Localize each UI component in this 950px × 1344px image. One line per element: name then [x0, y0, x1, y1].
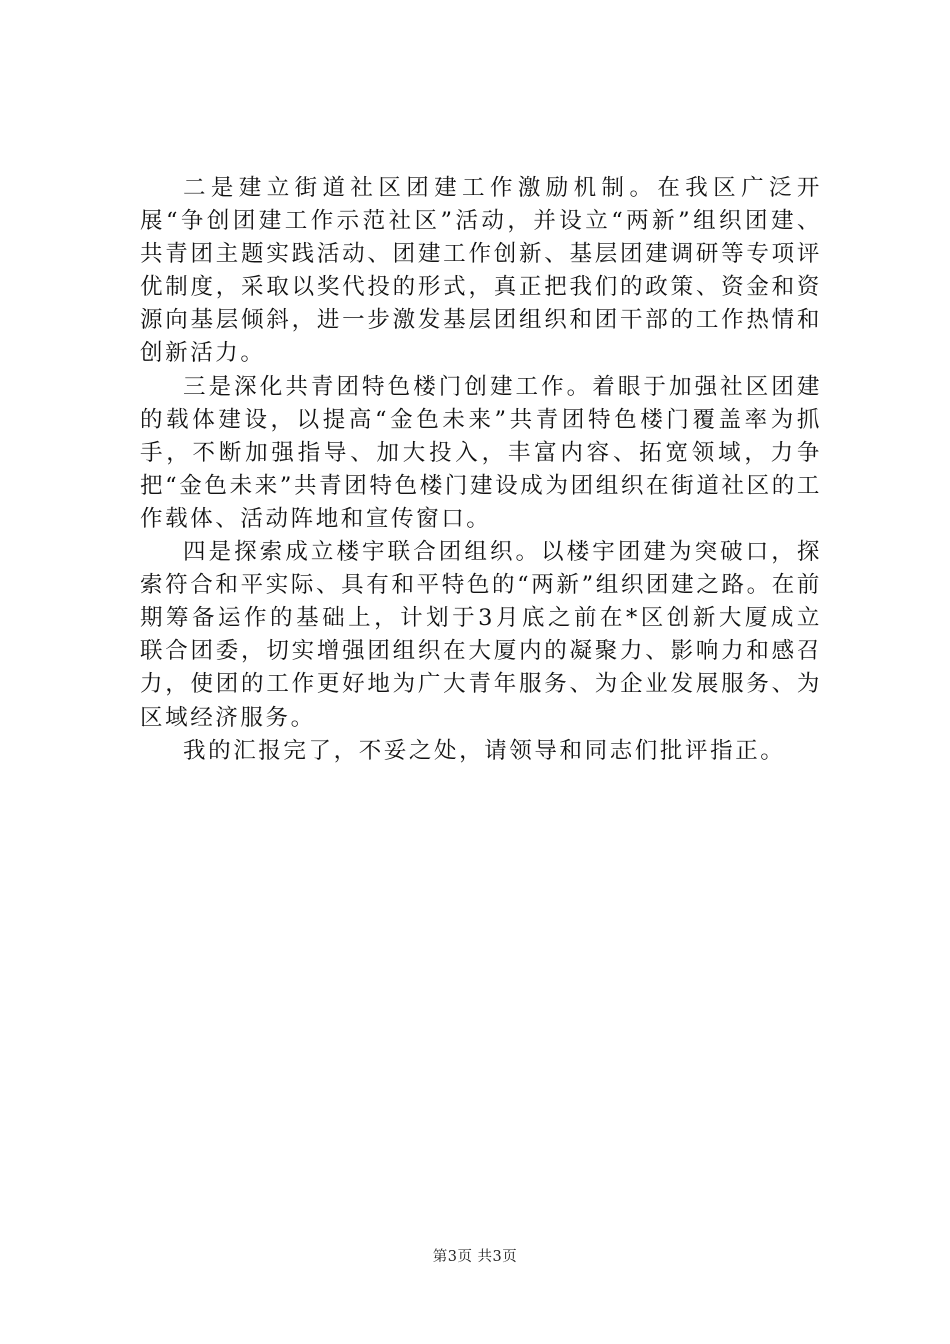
paragraph-closing-remark: 我的汇报完了，不妥之处，请领导和同志们批评指正。	[183, 737, 786, 764]
document-body	[140, 172, 822, 768]
page-number-footer: 第3页 共3页	[432, 1249, 518, 1265]
paragraph-featured-buildings: 三是深化共青团特色楼门创建工作。着眼于加强社区团建的载体建设，以提高“金色未来”共青团特色楼门覆盖率为抓手，不断加强指导、加大投入，丰富内容、拓宽领域，力争把“金色未来”共青团特色楼门建设成为团组织在街道社区的工作载体、活动阵地和宣传窗口。	[140, 373, 822, 532]
paragraph-incentive-mechanism: 二是建立街道社区团建工作激励机制。在我区广泛开展“争创团建工作示范社区”活动，并设立“两新”组织团建、共青团主题实践活动、团建工作创新、基层团建调研等专项评优制度，采取以奖代投的形式，真正把我们的政策、资金和资源向基层倾斜，进一步激发基层团组织和团干部的工作热情和创新活力。	[140, 175, 822, 367]
paragraph-building-joint-league: 四是探索成立楼宇联合团组织。以楼宇团建为突破口，探索符合和平实际、具有和平特色的“两新”组织团建之路。在前期筹备运作的基础上，计划于3月底之前在*区创新大厦成立联合团委，切实增强团组织在大厦内的凝聚力、影响力和感召力，使团的工作更好地为广大青年服务、为企业发展服务、为区域经济服务。	[140, 539, 822, 731]
